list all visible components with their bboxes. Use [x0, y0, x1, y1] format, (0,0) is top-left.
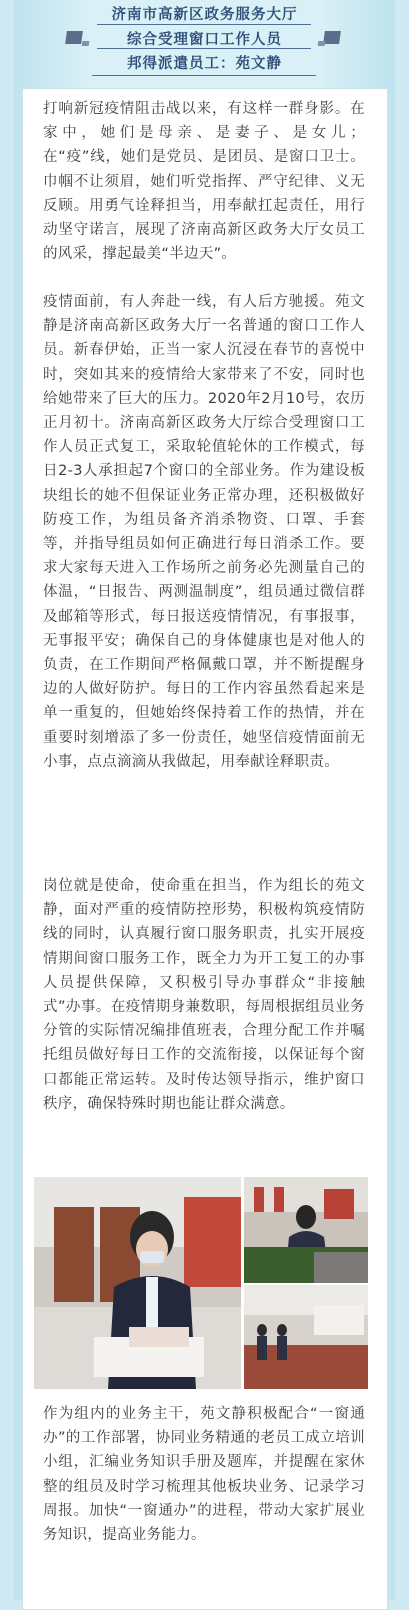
- header-line-3: 邦得派遣员工：苑文静: [127, 56, 282, 72]
- decorative-block-left: [65, 31, 83, 44]
- paragraph-1: 打响新冠疫情阻击战以来，有这样一群身影。在家中，她们是母亲、是妻子、是女儿；在“疫”线，她们是党员、是团员、是窗口卫士。巾帼不让须眉，她们听党指挥、严守纪律、义无反顾。用勇气诠释担当，用奉献扛起责任，用行动坚守诺言，展现了济南高新区政务大厅女员工的风采，撑起最美“半边天”。: [43, 101, 365, 263]
- header: [0, 0, 409, 86]
- header-divider: [97, 48, 311, 49]
- decorative-block-right: [323, 31, 341, 44]
- paragraph-3: 岗位就是使命，使命重在担当，作为组长的苑文静，面对严重的疫情防控形势，积极构筑疫情防线的同时，认真履行窗口服务职责，扎实开展疫情期间窗口服务工作，既全力为开工复工的办事人员提供保障，又积极引导办事群众“非接触式”办事。在疫情期身兼数职，每周根据组员业务分管的实际情况编排值班表，合理分配工作并嘱托组员做好每日工作的交流衔接，以保证每个窗口都能正常运转。及时传达领导指示，维护窗口秩序，确保特殊时期也能让群众满意。: [43, 878, 365, 1112]
- header-divider: [97, 24, 311, 25]
- photo-staff-at-counter: [34, 1177, 241, 1389]
- decorative-block-right-small: [318, 41, 326, 46]
- decorative-block-left-small: [82, 41, 90, 46]
- paragraph-4: 作为组内的业务主干，苑文静积极配合“一窗通办”的工作部署，协同业务精通的老员工成立培训小组，汇编业务知识手册及题库，并提醒在家休整的组员及时学习梳理其他板块业务、记录学习周报。加快“一窗通办”的进程，带动大家扩展业务知识，提高业务能力。: [43, 1406, 365, 1544]
- paragraph-2: 疫情面前，有人奔赴一线，有人后方驰援。苑文静是济南高新区政务大厅一名普通的窗口工作人员。新春伊始，正当一家人沉浸在春节的喜悦中时，突如其来的疫情给大家带来了不安，同时也给她带来了巨大的压力。2020年2月10号，农历正月初十。济南高新区政务大厅综合受理窗口工作人员正式复工，采取轮值轮休的工作模式，每日2-3人承担起7个窗口的全部业务。作为建设板块组长的她不但保证业务正常办理，还积极做好防疫工作，为组员备齐消杀物资、口罩、手套等，并指导组员如何正确进行每日消杀工作。要求大家每天进入工作场所之前务必先测量自己的体温，“日报告、两测温制度”，组员通过微信群及邮箱等形式，每日报送疫情情况，有事报事，无事报平安；确保自己的身体健康也是对他人的负责，在工作期间严格佩戴口罩，并不断提醒身边的人做好防护。每日的工作内容虽然看起来是单一重复的，但她始终保持着工作的热情，并在重要时刻增添了多一份责任，她坚信疫情面前无小事，点点滴滴从我做起，用奉献诠释职责。: [43, 294, 365, 770]
- photo-staff-at-desk: [244, 1177, 368, 1283]
- header-divider: [92, 75, 316, 76]
- photo-service-hall: [244, 1285, 368, 1389]
- header-line-2: 综合受理窗口工作人员: [127, 32, 282, 48]
- header-line-1: 济南市高新区政务服务大厅: [111, 7, 298, 23]
